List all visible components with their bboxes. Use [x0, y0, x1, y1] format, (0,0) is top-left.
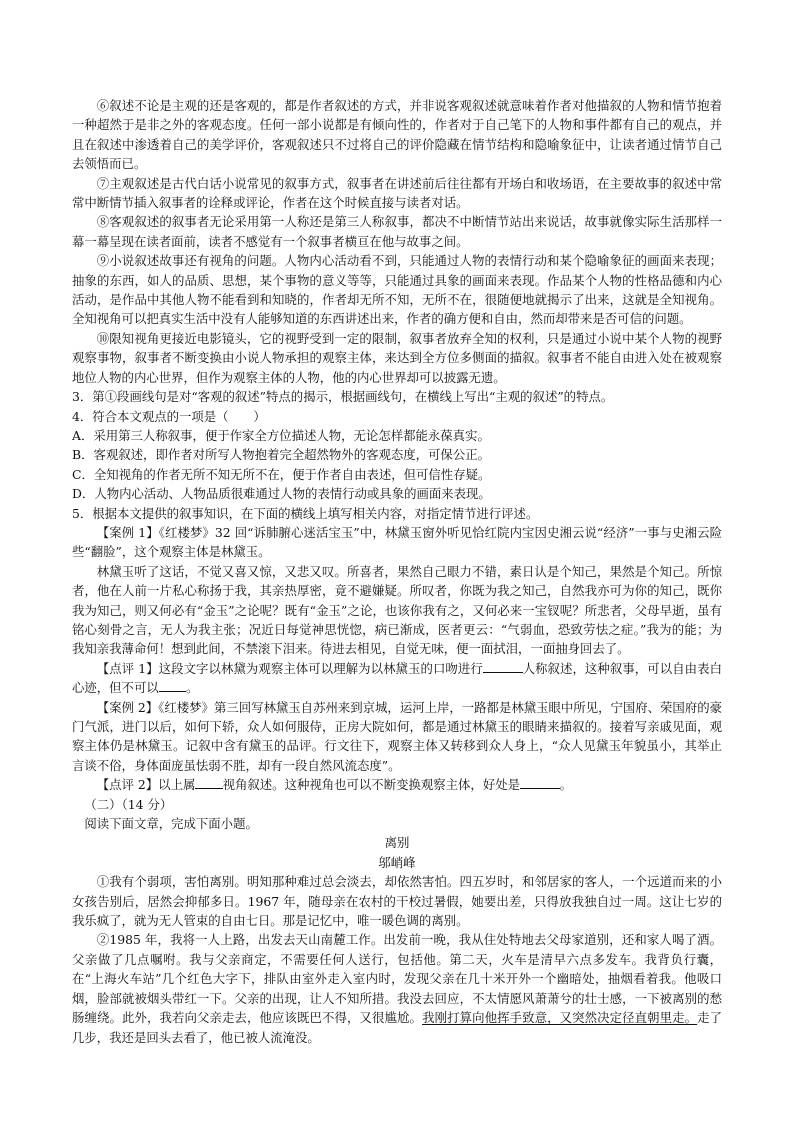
- section-2-heading: （二）（14 分）: [84, 796, 173, 812]
- comment-1-text-c: 。: [186, 680, 199, 696]
- essay-underlined-sentence: 我刚打算向他挥手致意，又突然决定径直朝里走。: [422, 1010, 698, 1026]
- paragraph-8: ⑧客观叙述的叙事者无论采用第一人称还是第三人称叙事，都决不中断情节站出来说话，故事就像实际生活那样一幕一幕呈现在读者面前，读者不感觉有一个叙事者横亘在他与故事之间。: [72, 214, 722, 249]
- comment-2-text-b: 视角叙述。这种视角也可以不断变换观察主体，好处是: [222, 777, 520, 793]
- essay-paragraph-2: [72, 930, 722, 1046]
- question-5: 5．根据本文提供的叙事知识，在下面的横线上填写相关内容，对指定情节进行评述。: [72, 505, 539, 521]
- comment-1: [72, 659, 722, 698]
- question-4-option-b: B．客观叙述，即作者对所写人物抱着完全超然物外的客观态度，可保公正。: [72, 447, 490, 463]
- comment-2-text-c: 。: [559, 777, 573, 793]
- document-page: [72, 96, 722, 1047]
- comment-1-blank-2[interactable]: [159, 679, 186, 692]
- essay-title: 离别: [384, 835, 410, 851]
- comment-1-text-a: 【点评 1】这段文字以林黛为观察主体可以理解为以林黛玉的口吻进行: [96, 660, 483, 676]
- paragraph-9: ⑨小说叙述故事还有视角的问题。人物内心活动看不到，只能通过人物的表情行动和某个隐喻象征的画面来表现；抽象的东西，如人的品质、思想，某个事物的意义等等，只能通过具象的画面来表现。作品某个人物的性格品德和内心活动，是作品中其他人物不能看到和知晓的，作者却无所不知，无所不在，很随便地就揭示了出来，这就是全知视角。全知视角可以把真实生活中没有人能够知道的东西讲述出来，作者的确方便和自由，然而却带来是否可信的问题。: [72, 253, 722, 327]
- question-3: 3．第①段画线句是对“客观的叙述”特点的揭示，根据画线句，在横线上写出“主观的叙述”的特点。: [72, 389, 614, 405]
- case-2-body: 【案例 2】《红楼梦》第三回写林黛玉自苏州来到京城，运河上岸，一路都是林黛玉眼中所见，宁国府、荣国府的豪门气派，进门以后，如何下轿，众人如何服侍，正房大院如何，都是通过林黛玉的眼睛来描叙的。接着写亲戚见面，观察主体仍是林黛玉。记叙中含有黛玉的品评。行文往下，观察主体又转移到众人身上，“众人见黛玉年貌虽小，其举止言谈不俗，身体面庞虽怯弱不胜，却有一段自然风流态度”。: [72, 699, 722, 773]
- question-4-option-c: C．全知视角的作者无所不知无所不在，便于作者自由表述，但可信性存疑。: [72, 466, 491, 482]
- essay-paragraph-2-text-a: ②1985 年，我将一人上路，出发去天山南麓工作。出发前一晚，我从住处特地去父母家道别，还和家人喝了酒。父亲做了几点嘱咐。我与父亲商定，不需要任何人送行，包括他。第二天，火车是清早六点多发车。我背负行囊，在“上海火车站”几个红色大字下，排队由室外走入室内时，发现父亲在几十米开外一个幽暗处，抽烟看着我。他吸口烟，脸部就被烟头带红一下。父亲的出现，让人不知所措。我没去回应，不太情愿风萧萧兮的壮士感，一下被离别的愁肠缠绕。此外，我若向父亲走去，他应该既巴不得，又很尴尬。: [72, 932, 722, 1026]
- essay-paragraph-2-text-b: 走了几步，我还是回头去看了，他已被人流淹没。: [72, 1010, 723, 1045]
- section-2-instruction: 阅读下面文章，完成下面小题。: [84, 816, 258, 832]
- question-4-option-a: A．采用第三人称叙事，便于作家全方位描述人物，无论怎样都能永葆真实。: [72, 427, 490, 443]
- question-4: 4．符合本文观点的一项是（ ）: [72, 408, 266, 424]
- comment-2-blank-2[interactable]: [520, 776, 560, 789]
- comment-2-text-a: 【点评 2】以上属: [96, 777, 196, 793]
- comment-1-text-b: 人称叙述，这种叙事，可以自由表白心迹，但不可以: [72, 660, 722, 696]
- comment-2: [72, 775, 722, 794]
- case-1-intro: 【案例 1】《红楼梦》32 回“诉肺腑心迷活宝玉”中，林黛玉窗外听见恰红院内宝因史湘云说“经济”一事与史湘云险些“翻脸”，这个观察主体是林黛玉。: [72, 524, 722, 560]
- essay-author: 邬峭峰: [378, 854, 416, 870]
- paragraph-10: ⑩限知视角更接近电影镜头，它的视野受到一定的限制，叙事者放弃全知的权利，只是通过小说中某个人物的视野观察事物，叙事者不断变换由小说人物承担的观察主体，来达到全方位多侧面的描叙。叙事者不能自由进入处在被观察地位人物的内心世界，但作为观察主体的人物，他的内心世界却可以披露无遗。: [72, 330, 722, 385]
- case-1-body: 林黛玉听了这话，不觉又喜又惊，又悲又叹。所喜者，果然自己眼力不错，素日认是个知己，果然是个知己。所惊者，他在人前一片私心称扬于我，其亲热厚密，竟不避嫌疑。所叹者，你既为我之知己，自然我亦可为你的知己，既你我为知己，则又何必有“金玉”之论呢？既有“金玉”之论，也该你我有之，又何必来一宝钗呢？所悲者，父母早逝，虽有铭心刻骨之言，无人为我主张；况近日每觉神思恍惚，病已渐成，医者更云：“气弱血，恐致劳怯之症。”我为的能；为我知亲我薄命何！想到此间，不禁滚下泪来。待进去相见，自觉无味，便一面拭泪，一面抽身回去了。: [72, 563, 722, 657]
- comment-2-blank-1[interactable]: [195, 776, 222, 789]
- comment-1-blank-1[interactable]: [483, 660, 523, 673]
- paragraph-7: ⑦主观叙述是古代白话小说常见的叙事方式，叙事者在讲述前后往往都有开场白和收场语，在主要故事的叙述中常常中断情节插入叙事者的诠释或评论，作者在这个时候直接与读者对话。: [72, 175, 722, 211]
- question-4-option-d: D．人物内心活动、人物品质很难通过人物的表情行动或具象的画面来表现。: [72, 486, 491, 502]
- essay-paragraph-1: ①我有个弱项，害怕离别。明知那种难过总会淡去，却依然害怕。四五岁时，和邻居家的客人，一个远道而来的小女孩告别后，居然会抑郁多日。1967 年，随母亲在农村的干校过暑假，她要出差，只得放我独自过一周。这让七岁的我乐疯了，就为无人管束的自由七日。那是记忆中，唯一暖色调的离别。: [72, 874, 722, 929]
- paragraph-6: ⑥叙述不论是主观的还是客观的，都是作者叙述的方式，并非说客观叙述就意味着作者对他描叙的人物和情节抱着一种超然于是非之外的客观态度。任何一部小说都是有倾向性的，作者对于自己笔下的人物和事件都有自己的观点，并且在叙述中渗透着自己的美学评价，客观叙述只不过将自己的评价隐藏在情节结构和隐喻象征中，让读者通过情节自己去领悟而已。: [72, 98, 722, 172]
